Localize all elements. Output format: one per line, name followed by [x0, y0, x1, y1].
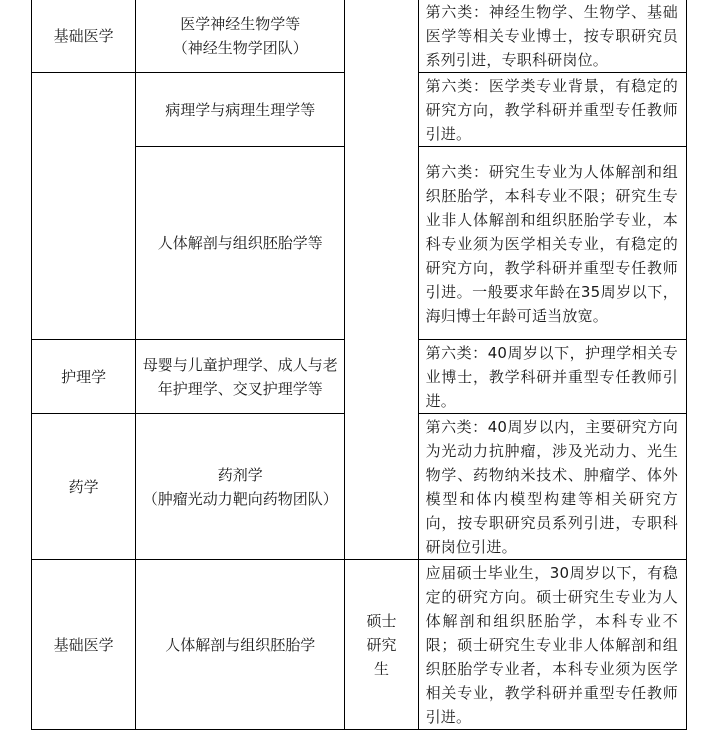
requirement-cell	[418, 147, 686, 340]
recruitment-table	[31, 0, 687, 730]
degree-cell	[345, 0, 418, 560]
major-name: 药剂学	[217, 465, 263, 484]
major-cell	[136, 340, 345, 414]
major-name: 人体解剖与组织胚胎学等	[157, 234, 323, 252]
major-cell	[136, 147, 345, 340]
requirement-text: 第六类：神经生物学、生物学、基础医学等相关专业博士，按专职研究员系列引进，专职科研岗位。	[425, 3, 678, 69]
category-cell	[32, 73, 136, 340]
major-name: 母婴与儿童护理学、成人与老年护理学、交叉护理学等	[142, 355, 338, 398]
table-row	[32, 0, 687, 73]
category-cell	[32, 560, 136, 730]
major-cell	[136, 414, 345, 560]
major-name: 医学神经生物学等	[180, 14, 301, 33]
major-team: （肿瘤光动力靶向药物团队）	[142, 489, 338, 508]
requirement-text: 第六类：40周岁以内，主要研究方向为光动力抗肿瘤，涉及光动力、光生物学、药物纳米技术、肿瘤学、体外模型和体内模型构建等相关研究方向，按专职研究员系列引进，专职科研岗位引进。	[425, 418, 678, 556]
major-name: 病理学与病理生理学等	[165, 100, 316, 119]
category-label: 药学	[68, 477, 99, 496]
major-cell	[136, 73, 345, 147]
major-label	[136, 463, 344, 511]
category-label: 基础医学	[53, 26, 114, 45]
category-cell	[32, 340, 136, 414]
major-label	[136, 12, 344, 60]
major-name: 人体解剖与组织胚胎学	[165, 635, 316, 654]
requirement-cell	[418, 0, 686, 73]
requirement-text: 第六类：医学类专业背景，有稳定的研究方向，教学科研并重型专任教师引进。	[425, 77, 678, 143]
major-cell	[136, 560, 345, 730]
requirement-text: 第六类：研究生专业为人体解剖和组织胚胎学，本科专业不限；研究生专业非人体解剖和组织胚胎学专业，本科专业须为医学相关专业，有稳定的研究方向，教学科研并重型专任教师引进。一般要求年龄在35周岁以下，海归博士年龄可适当放宽。	[425, 162, 678, 325]
requirement-cell	[418, 340, 686, 414]
category-label: 基础医学	[53, 635, 114, 654]
major-team: （神经生物学团队）	[172, 38, 308, 57]
category-label: 护理学	[61, 367, 107, 386]
requirement-cell	[418, 73, 686, 147]
category-cell	[32, 414, 136, 560]
requirement-cell	[418, 414, 686, 560]
table-row	[32, 560, 687, 730]
major-cell	[136, 0, 345, 73]
degree-label: 硕士研究生	[366, 611, 397, 678]
degree-cell	[345, 560, 418, 730]
category-cell	[32, 0, 136, 73]
requirement-text: 应届硕士毕业生，30周岁以下，有稳定的研究方向。硕士研究生专业为人体解剖和组织胚胎学，本科专业不限；硕士研究生专业非人体解剖和组织胚胎学专业者，本科专业须为医学相关专业，教学科研并重型专任教师引进。	[425, 564, 678, 726]
requirement-cell	[418, 560, 686, 730]
requirement-text: 第六类：40周岁以下，护理学相关专业博士，教学科研并重型专任教师引进。	[425, 344, 678, 410]
